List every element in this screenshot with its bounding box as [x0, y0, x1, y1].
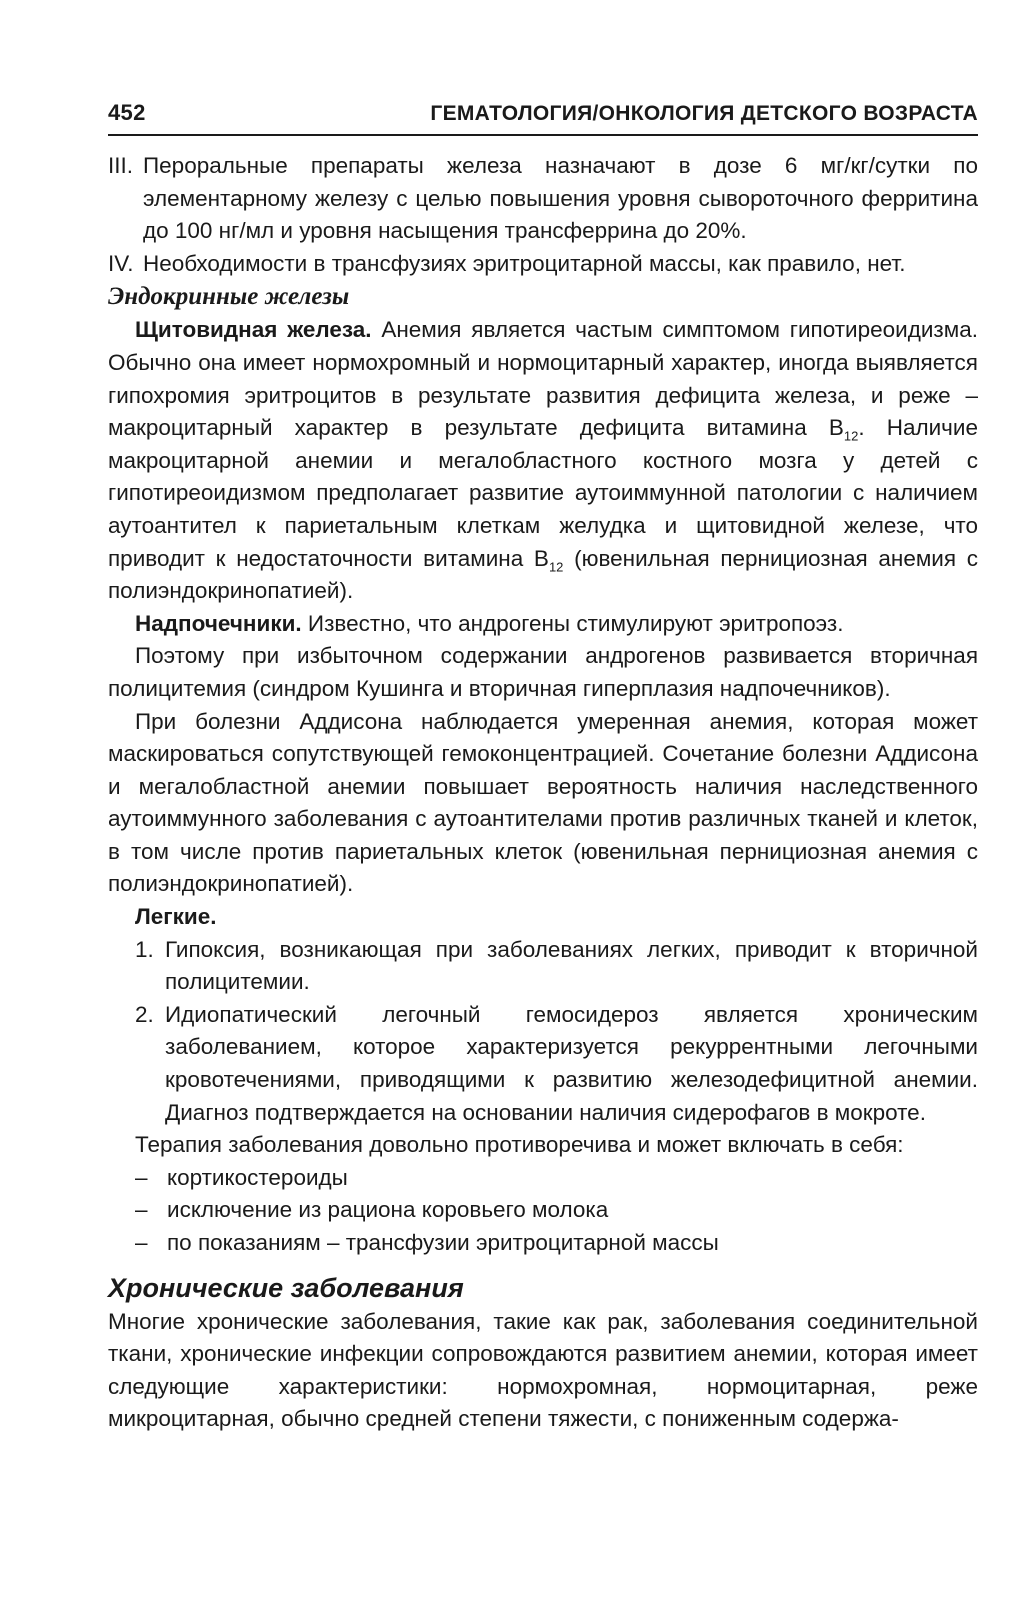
running-header — [108, 100, 978, 136]
list-item — [108, 999, 978, 1129]
dash-marker: – — [135, 1164, 148, 1190]
androgen-paragraph: Поэтому при избыточном содержании андрогенов развивается вторичная полицитемия (синдром Кушинга и вторичная гиперплазия надпочечников). — [108, 643, 978, 701]
thyroid-lead: Щитовидная железа. — [135, 317, 372, 343]
section-heading-chronic: Хронические заболевания — [108, 1272, 464, 1303]
list-marker: III. — [108, 153, 134, 178]
lungs-heading: Легкие. — [135, 904, 217, 930]
list-item — [135, 1162, 978, 1195]
list-item — [108, 934, 978, 999]
page-number: 452 — [108, 100, 146, 125]
list-marker: 1. — [135, 936, 154, 962]
vitamin-subscript: 12 — [843, 428, 859, 444]
addison-paragraph: При болезни Аддисона наблюдается умеренная анемия, которая может маскироваться сопутствующей гемоконцентрацией. Сочетание болезни Аддисона и мегалобластной анемии повышает вероятность наличия наследственного аутоиммунного заболевания с аутоантителами против различных тканей и клеток, в том числе против париетальных клеток (ювенильная пернициозная анемия с полиэндокринопатией). — [108, 708, 978, 897]
list-marker: 2. — [135, 1001, 154, 1027]
list-item-text: Необходимости в трансфузиях эритроцитарной массы, как правило, нет. — [143, 250, 906, 276]
therapy-list — [108, 1162, 978, 1260]
list-item-text: Идиопатический легочный гемосидероз является хроническим заболеванием, которое характеризуется рекуррентными легочными кровотечениями, приводящими к развитию железодефицитной анемии. Диагноз подтверждается на основании наличия сидерофагов в мокроте. — [165, 1001, 978, 1125]
thyroid-text-1: Анемия является частым симптомом гипотиреоидизма. Обычно она имеет нормохромный и нормоцитарный характер, иногда выявляется гипохромия эритроцитов в результате развития дефицита железа, и реже – макроцитарный характер в результате дефицита витамина B — [108, 317, 978, 441]
chronic-paragraph: Многие хронические заболевания, такие как рак, заболевания соединительной ткани, хронические инфекции сопровождаются развитием анемии, которая имеет следующие характеристики: нормохромная, нормоцитарная, реже микроцитарная, обычно средней степени тяжести, с пониженным содержа- — [108, 1308, 978, 1432]
list-item — [108, 150, 978, 248]
list-item — [108, 248, 978, 281]
adrenal-text: Известно, что андрогены стимулируют эритропоэз. — [301, 610, 844, 636]
subsection-heading-endocrine: Эндокринные железы — [108, 283, 350, 311]
thyroid-paragraph — [108, 314, 978, 607]
therapy-intro: Терапия заболевания довольно противоречива и может включать в себя: — [135, 1132, 904, 1158]
list-item-text: Пероральные препараты железа назначают в дозе 6 мг/кг/сутки по элементарному железу с целью повышения уровня сывороточного ферритина до 100 нг/мл и уровня насыщения трансферрина до 20%. — [143, 153, 978, 244]
thyroid-text-3: (ювенильная пернициозная анемия с полиэндокринопатией). — [108, 545, 979, 604]
thyroid-text-2: . Наличие макроцитарной анемии и мегалобластного костного мозга у детей с гипотиреоидизмом предполагает развитие аутоиммунной патологии с наличием аутоантител к париетальным клеткам желудка и щитовидной железе, что приводит к недостаточности витамина B — [108, 415, 978, 571]
list-item-text: кортикостероиды — [167, 1164, 348, 1190]
list-marker: IV. — [108, 250, 134, 276]
list-item — [135, 1194, 978, 1227]
book-page — [108, 100, 978, 1436]
vitamin-subscript: 12 — [548, 559, 564, 575]
running-title: ГЕМАТОЛОГИЯ/ОНКОЛОГИЯ ДЕТСКОГО ВОЗРАСТА — [430, 102, 978, 125]
list-item — [135, 1227, 978, 1260]
adrenal-paragraph — [108, 608, 978, 641]
list-item-text: по показаниям – трансфузии эритроцитарной массы — [167, 1230, 719, 1255]
dash-marker: – — [135, 1230, 148, 1255]
list-item-text: исключение из рациона коровьего молока — [167, 1197, 609, 1223]
dash-marker: – — [135, 1197, 148, 1223]
adrenal-lead: Надпочечники. — [135, 610, 302, 636]
page-body — [108, 150, 978, 1436]
list-item-text: Гипоксия, возникающая при заболеваниях легких, приводит к вторичной полицитемии. — [165, 936, 978, 995]
